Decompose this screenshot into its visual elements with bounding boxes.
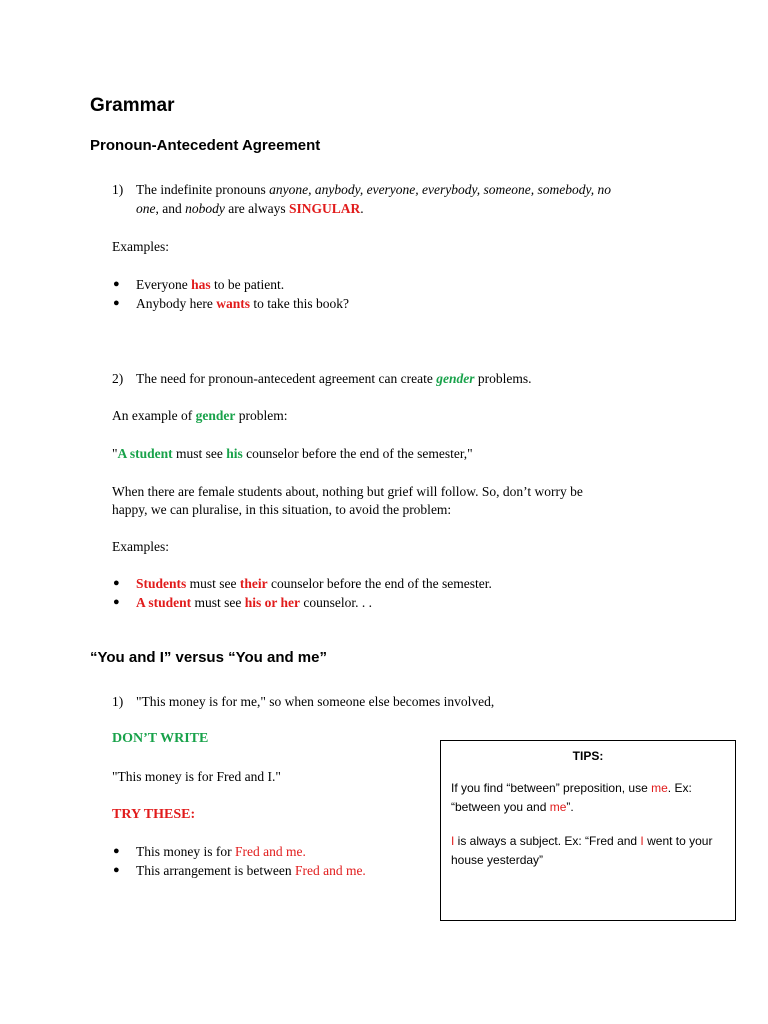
list-number: 1) — [112, 182, 124, 197]
bullet-icon: ● — [113, 596, 120, 608]
dont-write-label: DON’T WRITE — [112, 731, 209, 746]
list-item: A student must see his or her counselor. . . — [136, 595, 373, 610]
gender-example-intro: An example of gender problem: — [112, 408, 288, 423]
list-item: Anybody here wants to take this book? — [136, 296, 349, 311]
list-item: This money is for Fred and me. — [136, 844, 306, 859]
tips-line4: house yesterday” — [451, 853, 544, 867]
tips-line3: I is always a subject. Ex: “Fred and I went to your — [451, 834, 713, 848]
list-number: 2) — [112, 371, 124, 386]
examples-label: Examples: — [112, 539, 169, 554]
singular-highlight: SINGULAR — [288, 201, 361, 216]
paragraph-line1: When there are female students about, nothing but grief will follow. So, don’t worry be — [112, 484, 583, 499]
section2-item1-text: "This money is for me," so when someone else becomes involved, — [136, 694, 495, 709]
wrong-example: "This money is for Fred and I." — [112, 769, 281, 784]
tips-line1: If you find “between” preposition, use me. Ex: — [451, 781, 692, 795]
list-number: 1) — [112, 694, 124, 709]
bullet-icon: ● — [113, 278, 120, 290]
document-title: Grammar — [90, 95, 175, 116]
bullet-icon: ● — [113, 864, 120, 876]
bullet-icon: ● — [113, 577, 120, 589]
gender-quote: "A student must see his counselor before the end of the semester," — [112, 446, 473, 461]
tips-line2: “between you and me”. — [451, 800, 574, 814]
examples-label: Examples: — [112, 239, 169, 254]
list-item: Everyone has to be patient. — [136, 277, 285, 292]
section-heading-pronoun-agreement: Pronoun-Antecedent Agreement — [90, 137, 321, 154]
section-heading-you-and-i: “You and I” versus “You and me” — [90, 649, 327, 666]
bullet-icon: ● — [113, 297, 120, 309]
list-item: This arrangement is between Fred and me. — [136, 863, 366, 878]
list-item: Students must see their counselor before the end of the semester. — [136, 576, 492, 591]
gender-highlight: gender — [436, 371, 475, 386]
item1-line1: The indefinite pronouns anyone, anybody, everyone, everybody, someone, somebody, no — [136, 182, 611, 197]
item1-line2: one, and nobody are always SINGULAR. — [136, 201, 364, 216]
tips-title: TIPS: — [572, 749, 604, 763]
bullet-icon: ● — [113, 845, 120, 857]
tips-box — [440, 740, 736, 921]
try-these-label: TRY THESE: — [112, 807, 196, 822]
paragraph-line2: happy, we can pluralise, in this situation, to avoid the problem: — [112, 502, 452, 517]
item2-line: The need for pronoun-antecedent agreement can create gender problems. — [136, 371, 532, 386]
